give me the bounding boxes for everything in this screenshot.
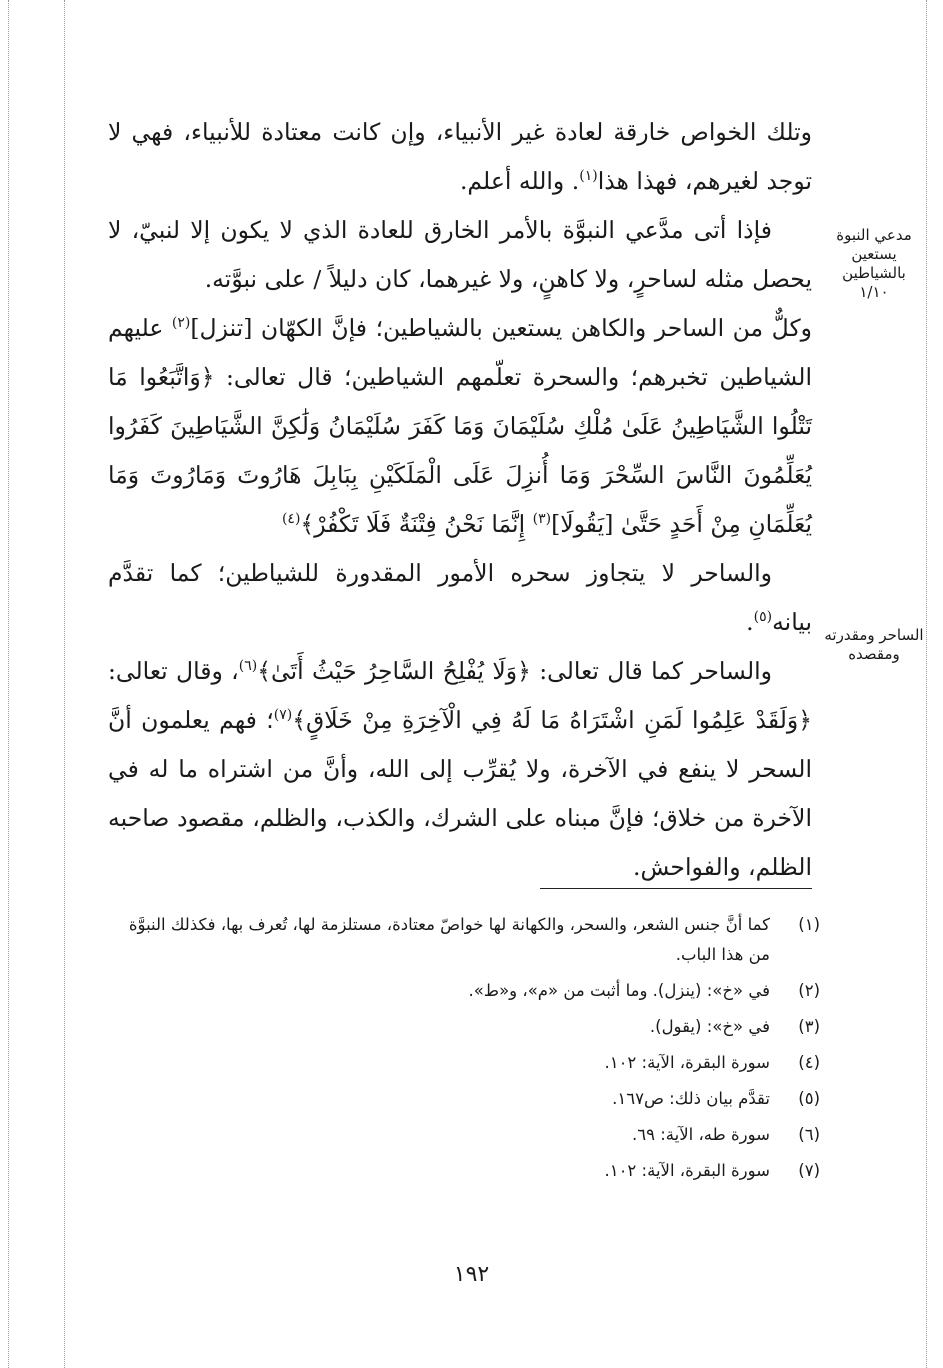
quran-verse: ﴿وَاتَّبَعُوا مَا تَتْلُوا الشَّيَاطِينُ عَلَىٰ مُلْكِ سُلَيْمَانَ وَمَا كَفَرَ سُلَيْمَانُ وَلَٰكِنَّ الشَّيَاطِينَ كَفَرُوا يُعَلِّمُونَ النَّاسَ السِّحْرَ وَمَا أُنزِلَ عَلَى الْمَلَكَيْنِ بِبَابِلَ هَارُوتَ وَمَارُوتَ وَمَا يُعَلِّمَانِ مِنْ أَحَدٍ حَتَّىٰ [يَقُولَا]	[108, 363, 812, 538]
paragraph-4	[108, 549, 812, 647]
footnote	[108, 1048, 820, 1078]
paragraph-text: عليهم الشياطين تخبرهم؛ والسحرة تعلّمهم الشياطين؛ قال تعالى:	[108, 314, 812, 391]
paragraph-5	[108, 647, 812, 892]
footnote-text: سورة البقرة، الآية: ١٠٢.	[604, 1053, 770, 1072]
paragraph-text: ؛ فهم يعلمون أنَّ السحر لا ينفع في الآخرة، ولا يُقرِّب إلى الله، وأنَّ من اشتراه ما له في الآخرة من خلاق؛ فإنَّ مبناه على الشرك، والكذب، والظلم، مقصود صاحبه الظلم، والفواحش.	[108, 706, 812, 881]
footnote-ref: (٢)	[171, 315, 191, 332]
footnote-ref: (٤)	[281, 511, 301, 528]
quran-verse: ﴿وَلَا يُفْلِحُ السَّاحِرُ حَيْثُ أَتَىٰ﴾	[257, 657, 540, 685]
footnote-ref: (٣)	[532, 511, 552, 528]
footnote-number: (٣)	[798, 1017, 820, 1036]
main-text	[108, 108, 812, 892]
footnote-ref: (٧)	[273, 707, 293, 724]
paragraph-text: . والله أعلم.	[459, 167, 580, 195]
paragraph-text: فإذا أتى مدَّعي النبوَّة بالأمر الخارق للعادة الذي لا يكون إلا لنبيّ، لا يحصل مثله لساحرٍ، ولا كاهنٍ، ولا غيرهما، كان دليلاً / على نبوَّته.	[108, 216, 812, 293]
margin-note-line: الساحر ومقدرته	[824, 626, 924, 644]
footnote-separator	[540, 888, 812, 889]
paragraph-text: والساحر لا يتجاوز سحره الأمور المقدورة للشياطين؛ كما تقدَّم بيانه	[108, 559, 812, 636]
footnote	[108, 1120, 820, 1150]
footnote-number: (٧)	[798, 1161, 820, 1180]
quran-verse: ﴿وَلَقَدْ عَلِمُوا لَمَنِ اشْتَرَاهُ مَا لَهُ فِي الْآخِرَةِ مِنْ خَلَاقٍ﴾	[292, 706, 812, 734]
footnote-number: (١)	[798, 915, 820, 934]
margin-note-line: ١/١٠	[859, 283, 889, 301]
quran-verse: إِنَّمَا نَحْنُ فِتْنَةٌ فَلَا تَكْفُرْ﴾	[300, 510, 533, 538]
footnote-text: سورة البقرة، الآية: ١٠٢.	[604, 1161, 770, 1180]
footnote	[108, 1012, 820, 1042]
footnote-number: (٢)	[798, 981, 820, 1000]
footnote-text: سورة طه، الآية: ٦٩.	[632, 1125, 770, 1144]
paragraph-text: ، وقال تعالى:	[108, 657, 239, 685]
footnote-number: (٤)	[798, 1053, 820, 1072]
paragraph-2	[108, 206, 812, 304]
margin-note-prophecy-claimant	[822, 226, 926, 302]
margin-note-line: ومقصده	[848, 645, 900, 663]
footnote-ref: (١)	[579, 168, 598, 185]
paragraph-1	[108, 108, 812, 206]
margin-note-sorcerer	[822, 626, 926, 664]
footnote-ref: (٦)	[238, 658, 258, 675]
margin-note-line: مدعي النبوة	[836, 226, 912, 244]
footnote	[108, 1156, 820, 1186]
footnote-text: في «خ»: (ينزل). وما أثبت من «م»، و«ط».	[468, 981, 770, 1000]
page-number: ١٩٢	[453, 1262, 490, 1287]
scan-edge-line	[926, 0, 927, 1368]
footnote-text: كما أنَّ جنس الشعر، والسحر، والكهانة لها خواصّ معتادة، مستلزمة لها، تُعرف بها، فكذلك النبوَّة من هذا الباب.	[128, 915, 770, 964]
paragraph-text: وتلك الخواص خارقة لعادة غير الأنبياء، وإن كانت معتادة للأنبياء، فهي لا توجد لغيرهم، فهذا هذا	[108, 118, 812, 195]
footnote-text: تقدَّم بيان ذلك: ص١٦٧.	[612, 1089, 770, 1108]
paragraph-text: والساحر كما قال تعالى:	[539, 657, 773, 685]
footnote-number: (٥)	[798, 1089, 820, 1108]
footnotes	[108, 910, 820, 1192]
footnote-ref: (٥)	[753, 609, 773, 626]
footnote	[108, 910, 820, 970]
paragraph-text: وكلٌّ من الساحر والكاهن يستعين بالشياطين؛ فإنَّ الكهّان [تنزل]	[190, 314, 812, 342]
paragraph-3	[108, 304, 812, 549]
footnote	[108, 976, 820, 1006]
paragraph-text: .	[746, 608, 754, 636]
scan-guide-line	[64, 0, 65, 1368]
footnote-number: (٦)	[798, 1125, 820, 1144]
margin-note-line: يستعين بالشياطين	[842, 245, 906, 282]
footnote	[108, 1084, 820, 1114]
scan-edge-line	[8, 0, 9, 1368]
footnote-text: في «خ»: (يقول).	[649, 1017, 770, 1036]
